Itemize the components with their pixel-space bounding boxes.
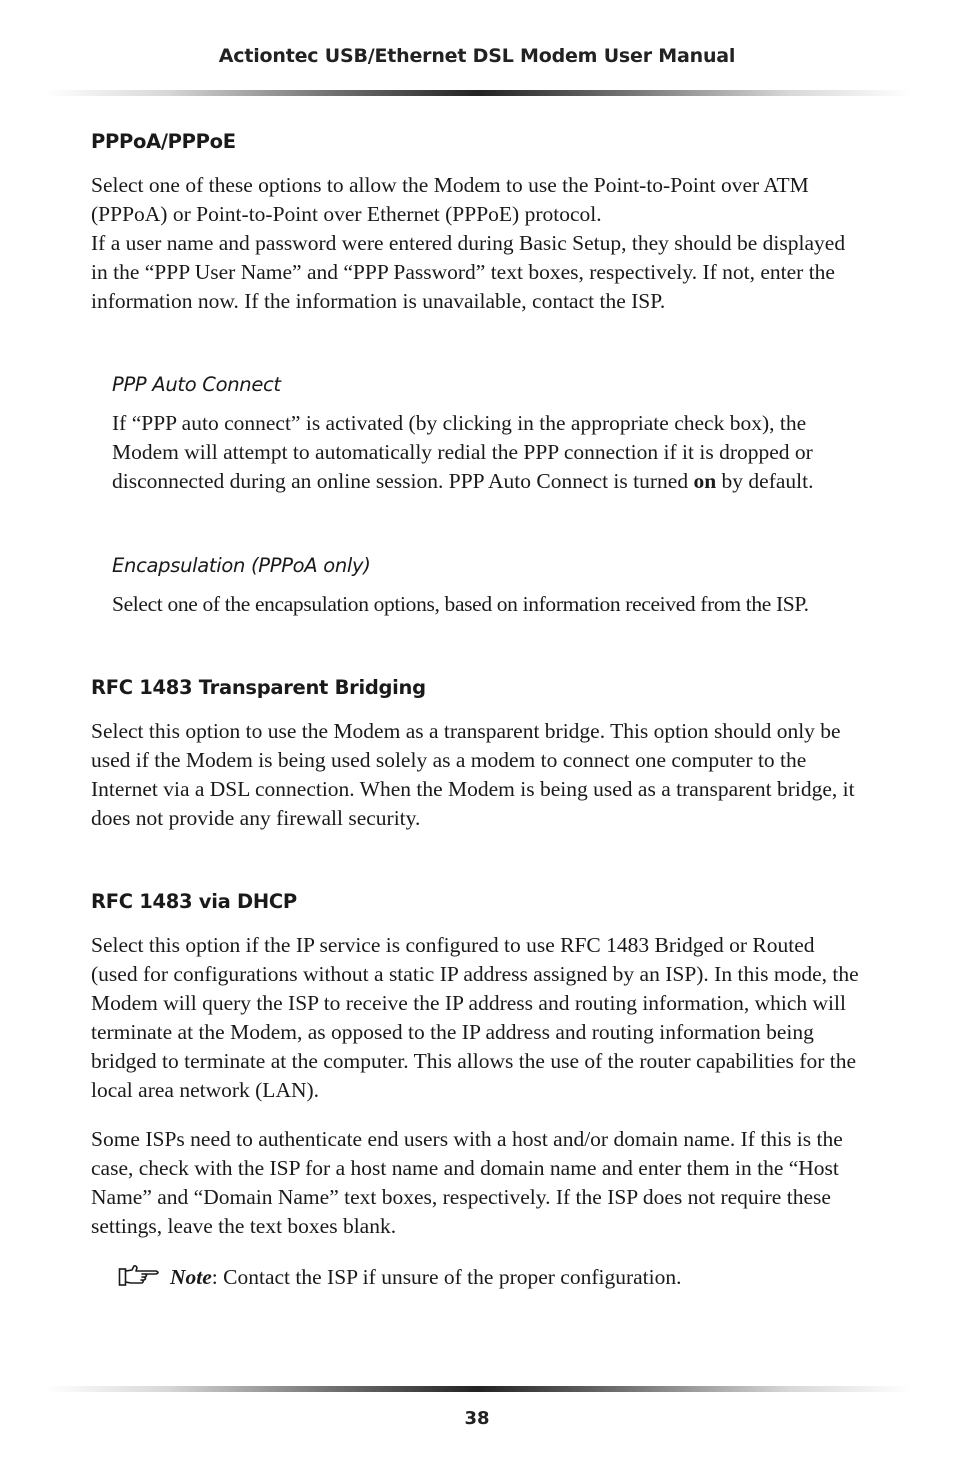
page-number: 38: [464, 1408, 490, 1429]
auto-connect-text: If “PPP auto connect” is activated (by clicking in the appropriate check box), the Modem will attempt to automatically redial the PPP connection if it is dropped or disconnected during an online session. PPP Auto Connect is turned: [112, 411, 813, 493]
auto-connect-text-end: by default.: [716, 469, 814, 493]
section-heading-pppoa: PPPoA/PPPoE: [91, 130, 236, 153]
auto-connect-paragraph: [112, 409, 862, 496]
rfc-dhcp-paragraph-2: Some ISPs need to authenticate end users with a host and/or domain name. If this is the case, check with the ISP for a host name and domain name and enter them in the “Host Name” and “Domain Name” text boxes, respectively. If the ISP does not require these settings, leave the text boxes blank.: [91, 1127, 843, 1238]
rfc-dhcp-paragraph-1: Select this option if the IP service is configured to use RFC 1483 Bridged or Routed (used for configurations without a static IP address assigned by an ISP). In this mode, the Modem will query the ISP to receive the IP address and routing information, which will terminate at the Modem, as opposed to the IP address and routing information being bridged to terminate at the computer. This allows the use of the router capabilities for the local area network (LAN).: [91, 933, 859, 1102]
pppoa-paragraph-2: If a user name and password were entered during Basic Setup, they should be displayed in the “PPP User Name” and “PPP Password” text boxes, respectively. If not, enter the information now. If the information is unavailable, contact the ISP.: [91, 231, 846, 313]
pppoa-paragraph-1: Select one of these options to allow the Modem to use the Point-to-Point over ATM (PPPoA) or Point-to-Point over Ethernet (PPPoE) protocol.: [91, 173, 809, 226]
section-heading-rfc-dhcp: RFC 1483 via DHCP: [91, 890, 297, 913]
note-callout: [118, 1263, 682, 1296]
subheading-ppp-auto-connect: PPP Auto Connect: [112, 373, 281, 396]
rfc-bridging-paragraph: Select this option to use the Modem as a transparent bridge. This option should only be used if the Modem is being used solely as a modem to connect one computer to the Internet via a DSL connection. When the Modem is being used as a transparent bridge, it does not provide any firewall security.: [91, 719, 855, 830]
note-label: Note: [170, 1265, 212, 1289]
encapsulation-paragraph: Select one of the encapsulation options, based on information received from the ISP.: [112, 592, 809, 616]
auto-connect-emphasis: on: [693, 469, 717, 493]
manual-title: Actiontec USB/Ethernet DSL Modem User Manual: [218, 45, 736, 67]
subheading-encapsulation: Encapsulation (PPPoA only): [112, 554, 371, 577]
header-rule: [45, 90, 911, 96]
section-heading-rfc-bridging: RFC 1483 Transparent Bridging: [91, 676, 426, 699]
pointing-hand-icon: [118, 1264, 162, 1296]
footer-rule: [45, 1386, 911, 1392]
note-text: : Contact the ISP if unsure of the proper configuration.: [211, 1265, 682, 1289]
